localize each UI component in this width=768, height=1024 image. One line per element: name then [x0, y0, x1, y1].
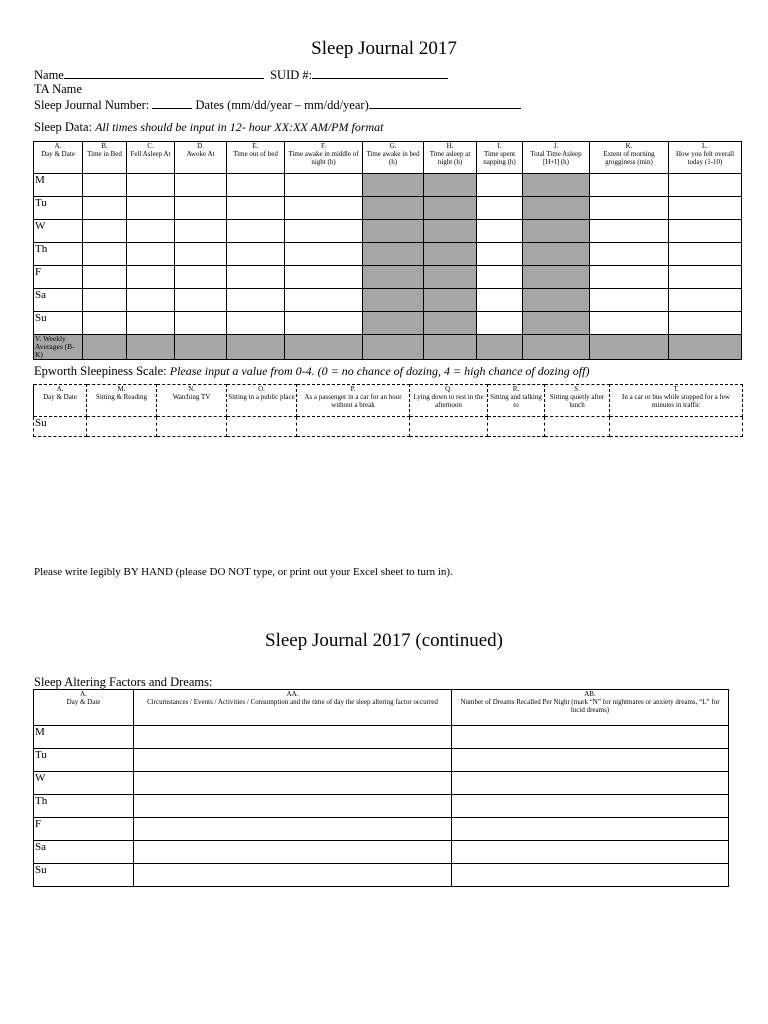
- weekly-average-cell: [127, 335, 175, 360]
- entry-cell[interactable]: [523, 220, 590, 243]
- factors-row: [34, 726, 729, 749]
- epworth-label: Epworth Sleepiness Scale:: [34, 364, 167, 378]
- day-cell: W: [34, 220, 83, 243]
- entry-cell[interactable]: [83, 197, 127, 220]
- entry-cell[interactable]: [424, 220, 477, 243]
- epworth-header-row: [34, 385, 743, 417]
- entry-cell[interactable]: [669, 197, 742, 220]
- weekly-average-cell: [227, 335, 285, 360]
- column-label: Sitting & Reading: [96, 393, 147, 401]
- entry-cell[interactable]: [590, 289, 669, 312]
- entry-cell[interactable]: [523, 174, 590, 197]
- column-letter: J.: [553, 142, 559, 150]
- epworth-col-header: [34, 385, 87, 417]
- day-row: [34, 174, 742, 197]
- journal-number-label: Sleep Journal Number:: [34, 98, 150, 112]
- weekly-average-cell: [477, 335, 523, 360]
- weekly-average-cell: [590, 335, 669, 360]
- day-cell: Su: [34, 864, 134, 887]
- column-letter: N.: [188, 385, 195, 393]
- entry-cell[interactable]: [669, 312, 742, 335]
- day-cell: Su: [34, 312, 83, 335]
- column-letter: E.: [252, 142, 259, 150]
- column-letter: A.: [56, 385, 64, 393]
- entry-cell[interactable]: [227, 220, 285, 243]
- entry-cell[interactable]: [127, 312, 175, 335]
- factors-row: [34, 772, 729, 795]
- entry-cell[interactable]: [363, 266, 424, 289]
- column-label: Day & Date: [66, 698, 101, 706]
- day-cell: Tu: [34, 197, 83, 220]
- column-letter: AA.: [286, 690, 299, 698]
- entry-cell[interactable]: [134, 864, 452, 887]
- entry-cell[interactable]: [285, 266, 363, 289]
- column-letter: C.: [147, 142, 154, 150]
- entry-cell[interactable]: [87, 417, 157, 437]
- entry-cell[interactable]: [134, 818, 452, 841]
- entry-cell[interactable]: [83, 266, 127, 289]
- entry-cell[interactable]: [452, 726, 729, 749]
- epworth-col-header: [227, 385, 297, 417]
- entry-cell[interactable]: [363, 174, 424, 197]
- entry-cell[interactable]: [523, 289, 590, 312]
- column-letter: H.: [446, 142, 454, 150]
- sleep-data-header-row: [34, 142, 742, 174]
- entry-cell[interactable]: [452, 864, 729, 887]
- entry-cell[interactable]: [452, 818, 729, 841]
- entry-cell[interactable]: [227, 197, 285, 220]
- entry-cell[interactable]: [669, 220, 742, 243]
- day-cell: M: [34, 726, 134, 749]
- entry-cell[interactable]: [610, 417, 743, 437]
- factors-row: [34, 864, 729, 887]
- page-title: Sleep Journal 2017: [311, 38, 457, 59]
- column-letter: R.: [512, 385, 520, 393]
- column-label: Circumstances / Events / Activities / Consumption and the time of day the sleep altering factor occurred: [147, 698, 438, 706]
- entry-cell[interactable]: [590, 174, 669, 197]
- entry-cell[interactable]: [363, 243, 424, 266]
- epworth-col-header: [488, 385, 545, 417]
- suid-label: SUID #:: [270, 68, 313, 82]
- column-letter: B.: [101, 142, 108, 150]
- day-row: [34, 220, 742, 243]
- column-label: Time awake in middle of night (h): [288, 150, 359, 166]
- sleep-data-col-header: [477, 142, 523, 174]
- entry-cell[interactable]: [424, 243, 477, 266]
- factors-row: [34, 749, 729, 772]
- dates-label: Dates (mm/dd/year – mm/dd/year): [195, 98, 369, 112]
- entry-cell[interactable]: [83, 174, 127, 197]
- column-letter: I.: [497, 142, 502, 150]
- entry-cell[interactable]: [175, 220, 227, 243]
- day-cell: Su: [34, 417, 87, 437]
- column-label: Time spent napping (h): [483, 150, 516, 166]
- entry-cell[interactable]: [227, 243, 285, 266]
- column-label: Sitting and talking to: [490, 393, 542, 409]
- weekly-averages-label: V. Weekly Averages (B-K): [34, 335, 83, 360]
- suid-field[interactable]: [312, 66, 448, 79]
- entry-cell[interactable]: [477, 174, 523, 197]
- column-label: Time out of bed: [233, 150, 278, 158]
- entry-cell[interactable]: [227, 289, 285, 312]
- entry-cell[interactable]: [523, 197, 590, 220]
- entry-cell[interactable]: [424, 197, 477, 220]
- factors-row: [34, 841, 729, 864]
- entry-cell[interactable]: [424, 312, 477, 335]
- weekly-average-cell: [523, 335, 590, 360]
- entry-cell[interactable]: [590, 266, 669, 289]
- entry-cell[interactable]: [175, 174, 227, 197]
- column-label: Total Time Asleep [H+I] (h): [530, 150, 582, 166]
- weekly-average-cell: [175, 335, 227, 360]
- entry-cell[interactable]: [175, 266, 227, 289]
- sleep-data-col-header: [127, 142, 175, 174]
- column-letter: AB.: [584, 690, 596, 698]
- column-letter: A.: [54, 142, 62, 150]
- entry-cell[interactable]: [363, 220, 424, 243]
- entry-cell[interactable]: [285, 220, 363, 243]
- instruction-text: Please write legibly BY HAND (please DO NOT type, or print out your Excel sheet to turn in).: [34, 566, 453, 578]
- entry-cell[interactable]: [590, 312, 669, 335]
- column-label: Watching TV: [172, 393, 211, 401]
- entry-cell[interactable]: [669, 243, 742, 266]
- entry-cell[interactable]: [452, 841, 729, 864]
- entry-cell[interactable]: [424, 266, 477, 289]
- day-row: [34, 312, 742, 335]
- entry-cell[interactable]: [477, 266, 523, 289]
- entry-cell[interactable]: [175, 312, 227, 335]
- weekly-averages-row: [34, 335, 742, 360]
- entry-cell[interactable]: [297, 417, 410, 437]
- column-label: In a car or bus while stopped for a few minutes in traffic: [622, 393, 730, 409]
- column-label: Day & Date: [41, 150, 75, 158]
- column-letter: Q.: [445, 385, 452, 393]
- entry-cell[interactable]: [488, 417, 545, 437]
- sleep-data-col-header: [227, 142, 285, 174]
- entry-cell[interactable]: [452, 772, 729, 795]
- day-cell: Sa: [34, 289, 83, 312]
- day-cell: W: [34, 772, 134, 795]
- entry-cell[interactable]: [669, 174, 742, 197]
- column-letter: D.: [197, 142, 204, 150]
- entry-cell[interactable]: [363, 312, 424, 335]
- column-label: Awoke At: [186, 150, 215, 158]
- entry-cell[interactable]: [83, 289, 127, 312]
- epworth-col-header: [297, 385, 410, 417]
- epworth-col-header: [157, 385, 227, 417]
- entry-cell[interactable]: [83, 312, 127, 335]
- entry-cell[interactable]: [134, 841, 452, 864]
- factors-row: [34, 795, 729, 818]
- entry-cell[interactable]: [134, 726, 452, 749]
- continued-title: Sleep Journal 2017 (continued): [265, 630, 503, 651]
- epworth-col-header: [610, 385, 743, 417]
- entry-cell[interactable]: [227, 312, 285, 335]
- entry-cell[interactable]: [127, 174, 175, 197]
- entry-cell[interactable]: [127, 289, 175, 312]
- factors-table: [33, 689, 729, 887]
- entry-cell[interactable]: [127, 266, 175, 289]
- column-letter: K.: [625, 142, 633, 150]
- sleep-data-table: [33, 141, 742, 360]
- epworth-table: [33, 384, 743, 437]
- sleep-data-col-header: [83, 142, 127, 174]
- sleep-data-heading: [34, 120, 384, 135]
- weekly-average-cell: [424, 335, 477, 360]
- weekly-average-cell: [669, 335, 742, 360]
- journal-number-field[interactable]: [152, 96, 192, 109]
- entry-cell[interactable]: [452, 749, 729, 772]
- journal-row: [34, 96, 521, 113]
- column-label: As a passenger in a car for an hour without a break: [304, 393, 402, 409]
- entry-cell[interactable]: [285, 312, 363, 335]
- column-letter: F.: [320, 142, 327, 150]
- entry-cell[interactable]: [452, 795, 729, 818]
- epworth-row: [34, 417, 743, 437]
- entry-cell[interactable]: [523, 243, 590, 266]
- entry-cell[interactable]: [424, 289, 477, 312]
- name-row: [34, 66, 448, 83]
- sleep-data-col-header: [590, 142, 669, 174]
- entry-cell[interactable]: [523, 312, 590, 335]
- entry-cell[interactable]: [127, 197, 175, 220]
- column-label: Time awake in bed (h): [366, 150, 420, 166]
- column-label: How you felt overall today (1-10): [675, 150, 735, 166]
- factors-col-header: [452, 690, 729, 726]
- name-label: Name: [34, 68, 64, 82]
- entry-cell[interactable]: [590, 243, 669, 266]
- column-letter: M.: [117, 385, 126, 393]
- sleep-data-col-header: [523, 142, 590, 174]
- sleep-data-col-header: [363, 142, 424, 174]
- entry-cell[interactable]: [477, 243, 523, 266]
- column-letter: L.: [701, 142, 709, 150]
- entry-cell[interactable]: [669, 289, 742, 312]
- column-label: Time in Bed: [87, 150, 122, 158]
- entry-cell[interactable]: [285, 197, 363, 220]
- epworth-heading: [34, 364, 589, 379]
- column-label: Fell Asleep At: [130, 150, 171, 158]
- entry-cell[interactable]: [285, 174, 363, 197]
- column-letter: G.: [389, 142, 397, 150]
- day-row: [34, 266, 742, 289]
- sleep-data-note: All times should be input in 12- hour XX:XX AM/PM format: [95, 120, 384, 134]
- column-label: Sitting quietly after lunch: [549, 393, 605, 409]
- entry-cell[interactable]: [227, 417, 297, 437]
- entry-cell[interactable]: [83, 220, 127, 243]
- epworth-col-header: [87, 385, 157, 417]
- entry-cell[interactable]: [477, 289, 523, 312]
- entry-cell[interactable]: [590, 220, 669, 243]
- epworth-col-header: [545, 385, 610, 417]
- entry-cell[interactable]: [590, 197, 669, 220]
- day-cell: Th: [34, 795, 134, 818]
- column-letter: A.: [80, 690, 87, 698]
- column-label: Sitting in a public place: [228, 393, 295, 401]
- entry-cell[interactable]: [227, 174, 285, 197]
- entry-cell[interactable]: [134, 795, 452, 818]
- entry-cell[interactable]: [175, 289, 227, 312]
- factors-header-row: [34, 690, 729, 726]
- entry-cell[interactable]: [410, 417, 488, 437]
- name-field[interactable]: [64, 66, 264, 79]
- entry-cell[interactable]: [363, 289, 424, 312]
- entry-cell[interactable]: [477, 220, 523, 243]
- column-label: Extent of morning grogginess (min): [603, 150, 655, 166]
- column-label: Day & Date: [43, 393, 77, 401]
- column-label: Time asleep at night (h): [429, 150, 471, 166]
- day-cell: F: [34, 818, 134, 841]
- weekly-average-cell: [363, 335, 424, 360]
- day-cell: F: [34, 266, 83, 289]
- column-letter: P.: [350, 385, 356, 393]
- sleep-data-col-header: [669, 142, 742, 174]
- sleep-data-col-header: [34, 142, 83, 174]
- entry-cell[interactable]: [175, 197, 227, 220]
- sleep-data-col-header: [285, 142, 363, 174]
- column-label: Number of Dreams Recalled Per Night (mark “N” for nightmares or anxiety dreams, “L” for lucid dreams): [460, 698, 720, 714]
- day-cell: Th: [34, 243, 83, 266]
- entry-cell[interactable]: [545, 417, 610, 437]
- day-row: [34, 197, 742, 220]
- ta-name-label: TA Name: [34, 82, 82, 96]
- day-row: [34, 289, 742, 312]
- entry-cell[interactable]: [477, 197, 523, 220]
- day-cell: Tu: [34, 749, 134, 772]
- epworth-note: Please input a value from 0-4. (0 = no chance of dozing, 4 = high chance of dozing off): [169, 364, 590, 378]
- sleep-data-col-header: [175, 142, 227, 174]
- entry-cell[interactable]: [83, 243, 127, 266]
- weekly-average-cell: [285, 335, 363, 360]
- day-cell: M: [34, 174, 83, 197]
- entry-cell[interactable]: [227, 266, 285, 289]
- day-row: [34, 243, 742, 266]
- factors-col-header: [134, 690, 452, 726]
- entry-cell[interactable]: [523, 266, 590, 289]
- entry-cell[interactable]: [157, 417, 227, 437]
- entry-cell[interactable]: [285, 289, 363, 312]
- factors-row: [34, 818, 729, 841]
- entry-cell[interactable]: [424, 174, 477, 197]
- weekly-average-cell: [83, 335, 127, 360]
- dates-field[interactable]: [369, 96, 521, 109]
- entry-cell[interactable]: [127, 220, 175, 243]
- column-letter: T.: [673, 385, 679, 393]
- entry-cell[interactable]: [134, 772, 452, 795]
- entry-cell[interactable]: [285, 243, 363, 266]
- column-letter: O.: [258, 385, 265, 393]
- entry-cell[interactable]: [127, 243, 175, 266]
- entry-cell[interactable]: [134, 749, 452, 772]
- factors-label: Sleep Altering Factors and Dreams:: [34, 675, 213, 689]
- column-label: Lying down to rest in the afternoon: [413, 393, 484, 409]
- factors-col-header: [34, 690, 134, 726]
- entry-cell[interactable]: [363, 197, 424, 220]
- sleep-data-label: Sleep Data:: [34, 120, 92, 134]
- day-cell: Sa: [34, 841, 134, 864]
- entry-cell[interactable]: [477, 312, 523, 335]
- column-letter: S.: [574, 385, 580, 393]
- epworth-col-header: [410, 385, 488, 417]
- entry-cell[interactable]: [669, 266, 742, 289]
- entry-cell[interactable]: [175, 243, 227, 266]
- sleep-data-col-header: [424, 142, 477, 174]
